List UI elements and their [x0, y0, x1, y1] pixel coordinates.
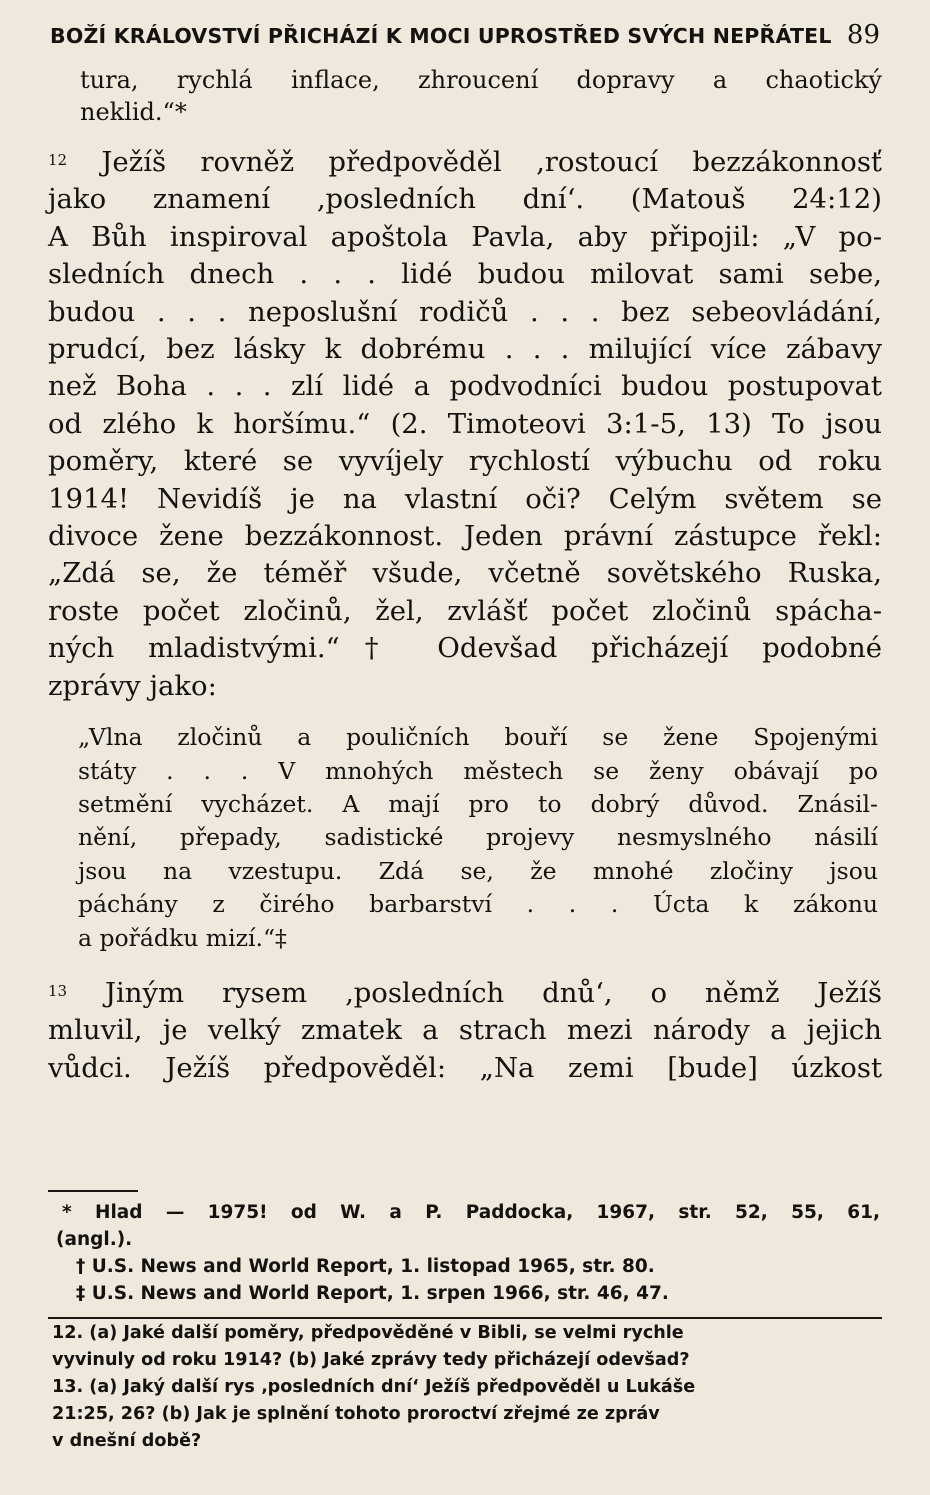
text-line: roste počet zločinů, žel, zvlášť počet zločinů spácha-	[48, 594, 882, 627]
footnotes	[56, 1199, 880, 1307]
question-line: 12. (a) Jaké další poměry, předpověděné v Bibli, se velmi rychle	[52, 1323, 684, 1343]
quote-line: a pořádku mizí.“‡	[78, 923, 287, 952]
quote-line: státy . . . V mnohých městech se ženy obávají po	[78, 756, 878, 785]
quote-line: jsou na vzestupu. Zdá se, že mnohé zločiny jsou	[78, 856, 878, 885]
question-line: 21:25, 26? (b) Jak je splnění tohoto proroctví zřejmé ze zpráv	[52, 1404, 660, 1424]
quote-line: „Vlna zločinů a pouličních bouří se žene Spojenými	[78, 723, 878, 752]
paragraph-13	[48, 975, 882, 1087]
study-questions	[52, 1320, 882, 1455]
quote-line: páchány z čirého barbarství . . . Úcta k zákonu	[78, 890, 878, 919]
text-line: budou . . . neposlušní rodičů . . . bez sebeovládání,	[48, 295, 882, 328]
intro-paragraph	[80, 64, 882, 128]
text-line: mluvil, je velký zmatek a strach mezi národy a jejich	[48, 1014, 882, 1047]
text-line: než Boha . . . zlí lidé a podvodníci budou postupovat	[48, 370, 882, 403]
text-line: prudcí, bez lásky k dobrému . . . milující více zábavy	[48, 333, 882, 366]
text-line: sledních dnech . . . lidé budou milovat sami sebe,	[48, 258, 882, 291]
quote-line: nění, přepady, sadistické projevy nesmyslného násilí	[78, 823, 878, 852]
text-line: $^{12}$ Ježíš rovněž předpověděl ‚rostoucí bezzákonnosť	[48, 146, 882, 178]
text-line: zprávy jako:	[48, 669, 217, 702]
paragraph-number: 13	[48, 981, 68, 1000]
text-line: tura, rychlá inflace, zhroucení dopravy a chaotický	[80, 66, 882, 94]
questions-divider	[48, 1317, 882, 1319]
text-line: $^{13}$ Jiným rysem ‚posledních dnů‘, o němž Ježíš	[48, 976, 882, 1009]
text-line: neklid.“*	[80, 98, 187, 126]
footnote-divider	[48, 1190, 138, 1192]
body-text	[48, 64, 882, 1087]
text-line: 1914! Nevidíš je na vlastní oči? Celým světem se	[48, 482, 882, 515]
question-line: 13. (a) Jaký další rys ‚posledních dní‘ Ježíš předpověděl u Lukáše	[52, 1377, 696, 1397]
footnote: * Hlad — 1975! od W. a P. Paddocka, 1967, str. 52, 55, 61,	[62, 1202, 880, 1223]
text-line: ných mladistvými.“† Odevšad přicházejí podobné	[48, 632, 882, 665]
text-line: poměry, které se vyvíjely rychlostí výbuchu od roku	[48, 445, 882, 478]
paragraph-12	[48, 144, 882, 705]
paragraph-number: 12	[48, 151, 68, 169]
text-line: vůdci. Ježíš předpověděl: „Na zemi [bude] úzkost	[48, 1051, 882, 1084]
text-line: „Zdá se, že téměř všude, včetně sovětského Ruska,	[48, 557, 882, 590]
block-quote	[78, 721, 878, 955]
page-number: 89	[846, 20, 880, 50]
running-head: BOŽÍ KRÁLOVSTVÍ PŘICHÁZÍ K MOCI UPROSTŘED SVÝCH NEPŘÁTEL	[50, 24, 832, 48]
page-header	[50, 20, 880, 60]
text-line: jako znamení ‚posledních dní‘. (Matouš 24:12)	[48, 183, 882, 216]
question-line: v dnešní době?	[52, 1431, 202, 1451]
text-line: divoce žene bezzákonnost. Jeden právní zástupce řekl:	[48, 520, 882, 553]
footnote: † U.S. News and World Report, 1. listopad 1965, str. 80.	[76, 1256, 655, 1277]
text-line: A Bůh inspiroval apoštola Pavla, aby připojil: „V po-	[48, 220, 882, 253]
text-line: od zlého k horšímu.“ (2. Timoteovi 3:1-5, 13) To jsou	[48, 407, 882, 440]
footnote: ‡ U.S. News and World Report, 1. srpen 1966, str. 46, 47.	[76, 1283, 669, 1304]
quote-line: setmění vycházet. A mají pro to dobrý důvod. Znásil-	[78, 789, 878, 818]
footnote: (angl.).	[56, 1229, 133, 1250]
question-line: vyvinuly od roku 1914? (b) Jaké zprávy tedy přicházejí odevšad?	[52, 1350, 690, 1370]
